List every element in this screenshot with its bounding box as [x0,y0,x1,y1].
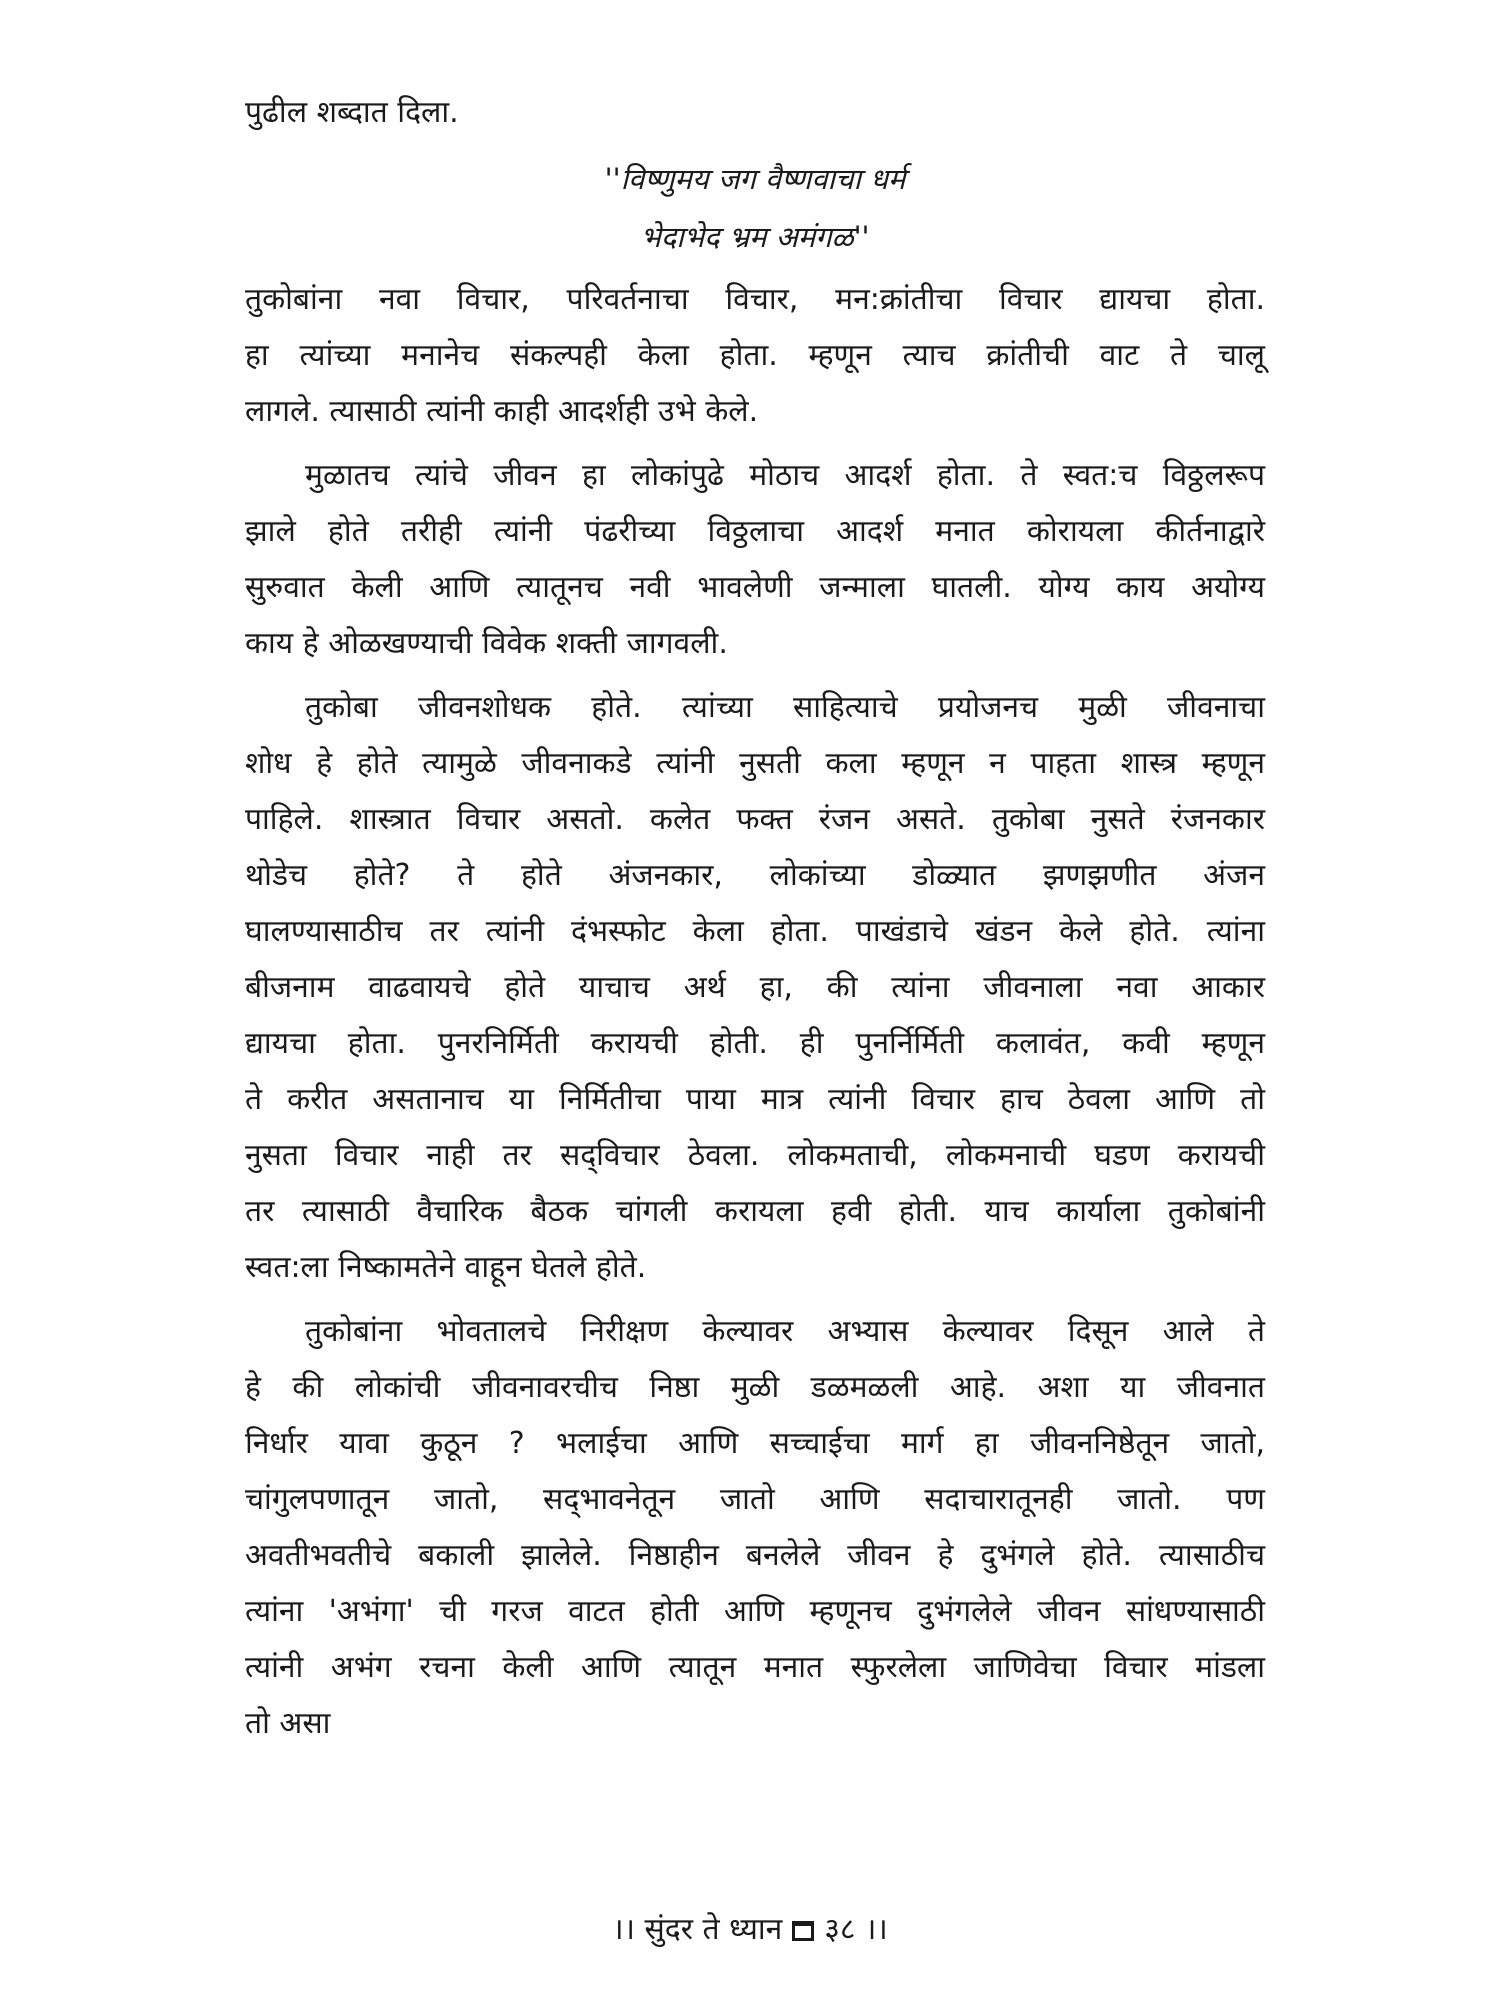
text-line: घालण्यासाठीच तर त्यांनी दंभस्फोट केला होता. पाखंडाचे खंडन केले होते. त्यांना [245,914,1265,949]
paragraph-3 [245,680,1265,1296]
text-line: पाहिले. शास्त्रात विचार असतो. कलेत फक्त रंजन असते. तुकोबा नुसते रंजनकार [245,802,1265,837]
text-line: बीजनाम वाढवायचे होते याचाच अर्थ हा, की त्यांना जीवनाला नवा आकार [245,970,1265,1005]
text-line: हे की लोकांची जीवनावरचीच निष्ठा मुळी डळमळली आहे. अशा या जीवनात [245,1370,1265,1405]
text-line: थोडेच होते? ते होते अंजनकार, लोकांच्या डोळ्यात झणझणीत अंजन [245,858,1265,893]
text-line: तुकोबांना नवा विचार, परिवर्तनाचा विचार, मन:क्रांतीचा विचार द्यायचा होता. [245,282,1265,317]
opening-line: पुढील शब्दात दिला. [245,95,459,130]
text-line: निर्धार यावा कुठून ? भलाईचा आणि सच्चाईचा मार्ग हा जीवननिष्ठेतून जातो, [245,1426,1265,1461]
book-title: ।। सुंदर ते ध्यान [612,1912,783,1947]
page-number: ३८ ।। [824,1912,888,1947]
paragraph-1 [245,272,1265,440]
text-line: झाले होते तरीही त्यांनी पंढरीच्या विठ्ठलाचा आदर्श मनात कोरायला कीर्तनाद्वारे [245,514,1265,549]
text-line: चांगुलपणातून जातो, सद्‌भावनेतून जातो आणि सदाचारातूनही जातो. पण [245,1482,1265,1517]
box-ornament-icon [792,1921,814,1941]
text-line: हा त्यांच्या मनानेच संकल्पही केला होता. म्हणून त्याच क्रांतीची वाट ते चालू [245,338,1265,373]
text-line: नुसता विचार नाही तर सद्‌विचार ठेवला. लोकमताची, लोकमनाची घडण करायची [245,1138,1265,1173]
text-line: ते करीत असतानाच या निर्मितीचा पाया मात्र त्यांनी विचार हाच ठेवला आणि तो [245,1082,1265,1117]
text-line: तुकोबा जीवनशोधक होते. त्यांच्या साहित्याचे प्रयोजनच मुळी जीवनाचा [305,690,1265,725]
text-line: त्यांनी अभंग रचना केली आणि त्यातून मनात स्फुरलेला जाणिवेचा विचार मांडला [245,1650,1265,1685]
verse-quote [245,150,1265,266]
paragraph-2 [245,448,1265,672]
text-line: तर त्यासाठी वैचारिक बैठक चांगली करायला हवी होती. याच कार्याला तुकोबांनी [245,1194,1265,1229]
text-line: तुकोबांना भोवतालचे निरीक्षण केल्यावर अभ्यास केल्यावर दिसून आले ते [305,1314,1265,1349]
verse-line-1: ''विष्णुमय जग वैष्णवाचा धर्म [604,162,906,196]
text-line: द्यायचा होता. पुनरनिर्मिती करायची होती. ही पुनर्निर्मिती कलावंत, कवी म्हणून [245,1026,1265,1061]
text-line: स्वत:ला निष्कामतेने वाहून घेतले होते. [245,1250,647,1285]
text-line: अवतीभवतीचे बकाली झालेले. निष्ठाहीन बनलेले जीवन हे दुभंगले होते. त्यासाठीच [245,1538,1265,1573]
body-text [245,272,1265,1752]
page-footer [0,1910,1500,1950]
text-line: त्यांना 'अभंगा' ची गरज वाटत होती आणि म्हणूनच दुभंगलेले जीवन सांधण्यासाठी [245,1594,1265,1629]
text-line: सुरुवात केली आणि त्यातूनच नवी भावलेणी जन्माला घातली. योग्य काय अयोग्य [245,570,1265,605]
paragraph-4 [245,1304,1265,1752]
text-line: लागले. त्यासाठी त्यांनी काही आदर्शही उभे केले. [245,394,759,429]
text-line: काय हे ओळखण्याची विवेक शक्ती जागवली. [245,626,728,661]
verse-line-2: भेदाभेद भ्रम अमंगळ'' [640,220,870,254]
text-line: मुळातच त्यांचे जीवन हा लोकांपुढे मोठाच आदर्श होता. ते स्वत:च विठ्ठलरूप [305,458,1265,493]
text-line: शोध हे होते त्यामुळे जीवनाकडे त्यांनी नुसती कला म्हणून न पाहता शास्त्र म्हणून [245,746,1265,781]
text-line: तो असा [245,1706,331,1741]
